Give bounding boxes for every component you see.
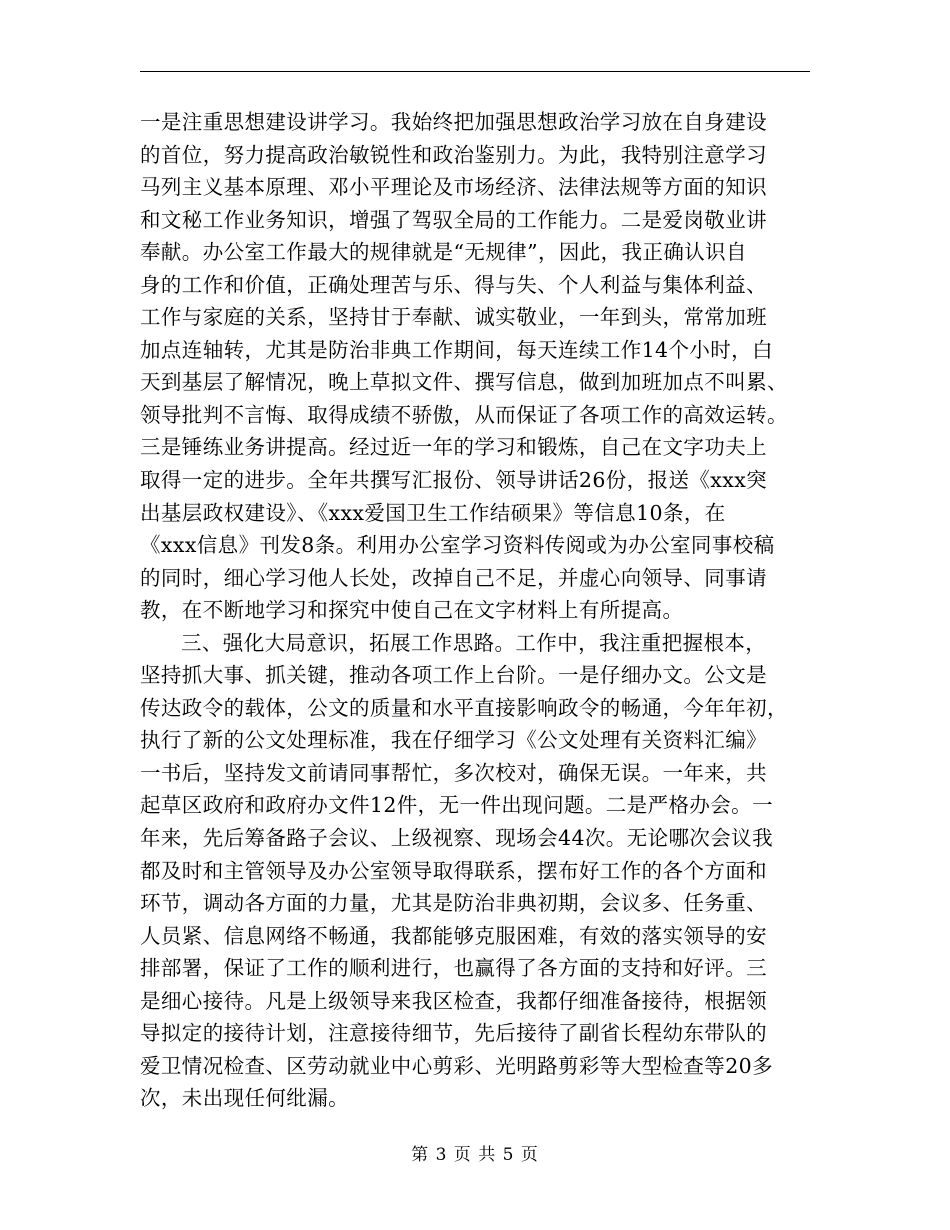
header-rule <box>140 71 810 72</box>
text-line: 和文秘工作业务知识，增强了驾驭全局的工作能力。二是爱岗敬业讲 <box>140 207 767 232</box>
text-line: 是细心接待。凡是上级领导来我区检查，我都仔细准备接待，根据领 <box>140 988 767 1013</box>
paragraph-start-line: 三、强化大局意识，拓展工作思路。工作中，我注重把握根本， <box>181 630 767 655</box>
text-line: 爱卫情况检查、区劳动就业中心剪彩、光明路剪彩等大型检查等20多 <box>140 1053 773 1078</box>
text-line: 执行了新的公文处理标准，我在仔细学习《公文处理有关资料汇编》 <box>140 728 767 753</box>
text-line: 人员紧、信息网络不畅通，我都能够克服困难，有效的落实领导的安 <box>140 923 767 948</box>
text-line: 次，未出现任何纰漏。 <box>140 1086 349 1111</box>
text-line: 领导批判不言悔、取得成绩不骄傲，从而保证了各项工作的高效运转。 <box>140 402 788 427</box>
footer-prefix: 第 <box>411 1145 430 1165</box>
text-line: 身的工作和价值，正确处理苦与乐、得与失、个人利益与集体利益、 <box>140 272 767 297</box>
body-text <box>140 106 810 1115</box>
total-pages: 5 <box>502 1145 515 1165</box>
text-line: 起草区政府和政府办文件12件，无一件出现问题。二是严格办会。一 <box>140 793 773 818</box>
page-footer <box>0 1143 950 1167</box>
footer-middle: 页 共 <box>453 1145 497 1165</box>
text-line: 马列主义基本原理、邓小平理论及市场经济、法律法规等方面的知识 <box>140 175 767 200</box>
text-line: 传达政令的载体，公文的质量和水平直接影响政令的畅通，今年年初， <box>140 695 788 720</box>
text-line: 工作与家庭的关系，坚持甘于奉献、诚实敬业，一年到头，常常加班 <box>140 305 767 330</box>
text-line: 取得一定的进步。全年共撰写汇报份、领导讲话26份，报送《xxx突 <box>140 468 768 493</box>
text-line: 环节，调动各方面的力量，尤其是防治非典初期，会议多、任务重、 <box>140 891 767 916</box>
text-line: 加点连轴转，尤其是防治非典工作期间，每天连续工作14个小时，白 <box>140 337 773 362</box>
text-line: 教，在不断地学习和探究中使自己在文字材料上有所提高。 <box>140 598 684 623</box>
text-line: 导拟定的接待计划，注意接待细节，先后接待了副省长程幼东带队的 <box>140 1021 767 1046</box>
text-line: 三是锤练业务讲提高。经过近一年的学习和锻炼，自己在文字功夫上 <box>140 435 767 460</box>
page-number: 3 <box>435 1145 448 1165</box>
text-line: 都及时和主管领导及办公室领导取得联系，摆布好工作的各个方面和 <box>140 858 767 883</box>
text-line: 天到基层了解情况，晚上草拟文件、撰写信息，做到加班加点不叫累、 <box>140 370 788 395</box>
footer-suffix: 页 <box>520 1145 539 1165</box>
text-line: 坚持抓大事、抓关键，推动各项工作上台阶。一是仔细办文。公文是 <box>140 663 767 688</box>
text-line: 的首位，努力提高政治敏锐性和政治鉴别力。为此，我特别注意学习 <box>140 142 767 167</box>
text-line: 的同时，细心学习他人长处，改掉自己不足，并虚心向领导、同事请 <box>140 565 767 590</box>
text-line: 奉献。办公室工作最大的规律就是“无规律”，因此，我正确认识自 <box>140 240 747 265</box>
text-line: 排部署，保证了工作的顺利进行，也赢得了各方面的支持和好评。三 <box>140 956 767 981</box>
text-line: 出基层政权建设》、《xxx爱国卫生工作结硕果》等信息10条，在 <box>140 500 726 525</box>
text-line: 一书后，坚持发文前请同事帮忙，多次校对，确保无误。一年来，共 <box>140 760 767 785</box>
text-line: 年来，先后筹备路子会议、上级视察、现场会44次。无论哪次会议我 <box>140 826 773 851</box>
text-line: 《xxx信息》刊发8条。利用办公室学习资料传阅或为办公室同事校稿 <box>140 533 775 558</box>
text-line: 一是注重思想建设讲学习。我始终把加强思想政治学习放在自身建设 <box>140 110 767 134</box>
